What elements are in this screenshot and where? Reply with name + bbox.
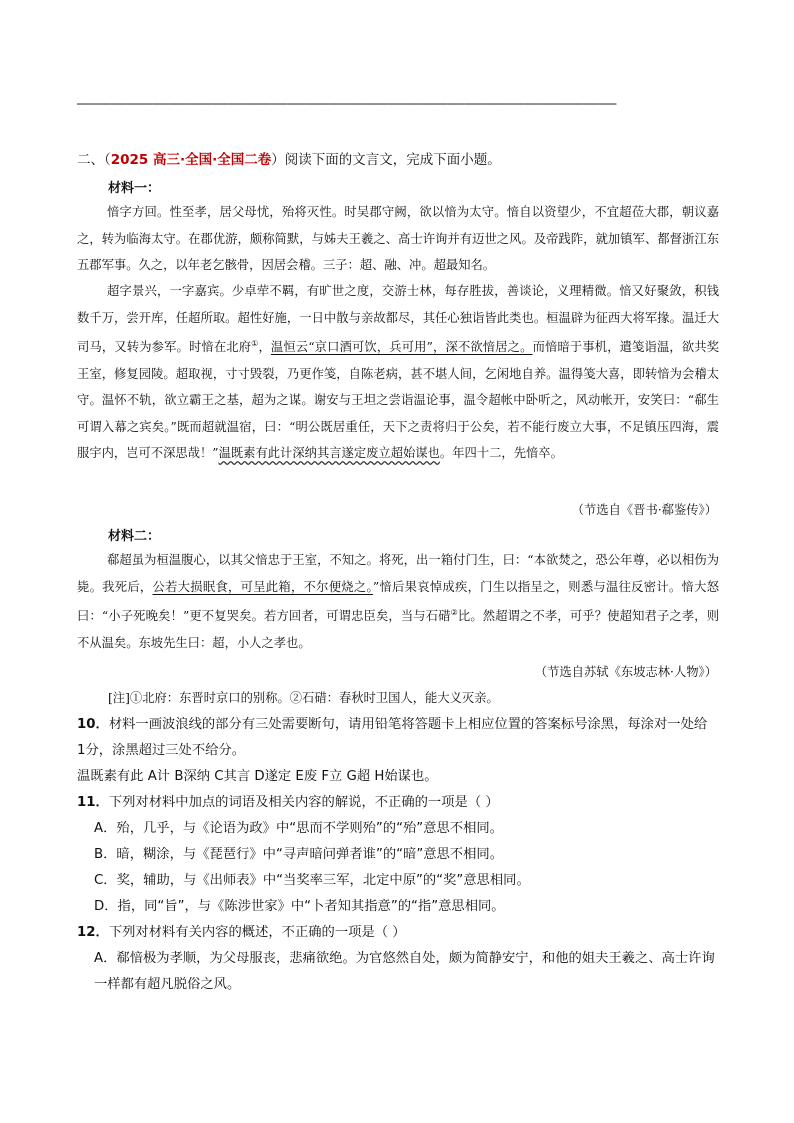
section-source: 2025 高三·全国·全国二卷 <box>110 152 272 168</box>
section-heading <box>77 148 501 168</box>
footnote-mark-2: ② <box>450 608 458 617</box>
m2-part-c: 比。然超谓之不孝，可乎？使超知君子之孝，则不从温矣。东坡先生曰：超，小人之孝也。 <box>77 609 719 650</box>
wavy-underlined-sentence: 温既素有此计深纳其言遂定废立超始谋也 <box>218 446 440 461</box>
underlined-sentence-2: 公若大损眠食，可呈此箱，不尔便烧之。 <box>152 579 373 594</box>
top-divider: ———————————————————————————————————————————————————————————————— <box>77 96 617 112</box>
m2-part-b: ”愔后果哀悼成疾，门生以指呈之，则悉与温往反密计。愔大怒曰：“小子死晚矣！”更不复哭矣。若方回者，可谓忠臣矣，当与石碏 <box>77 579 719 624</box>
question-10 <box>77 712 719 764</box>
material1-paragraph2 <box>77 278 719 467</box>
question-11 <box>77 790 719 816</box>
question-11-option-d: D．指，同“旨”，与《陈涉世家》中“卜者知其指意”的“指”意思相同。 <box>94 899 505 914</box>
material1-paragraph1: 愔字方回。性至孝，居父母忧，殆将灭性。时吴郡守阙，欲以愔为太守。愔自以资望少，不宜超莅大郡，朝议嘉之，转为临海太守。在郡优游，颇称简默，与姊夫王羲之、高士许询并有迈世之风。及帝践阼，就加镇军、都督浙江东五郡军事。久之，以年老乞骸骨，因居会稽。三子：超、融、冲。超最知名。 <box>77 205 719 272</box>
question-11-text: 下列对材料中加点的词语及相关内容的解说，不正确的一项是（ ） <box>108 795 499 810</box>
question-10-options: 温既素有此 A计 B深纳 C其言 D遂定 E废 F立 G超 H始谋也。 <box>77 769 438 784</box>
underlined-sentence-1: 温恒云“京口酒可饮，兵可用”，深不欲愔居之。 <box>270 340 533 355</box>
question-10-text: 材料一画波浪线的部分有三处需要断句，请用铅笔将答题卡上相应位置的答案标号涂黑，每涂对一处给 1分，涂黑超过三处不给分。 <box>77 717 708 758</box>
question-12 <box>77 920 719 946</box>
question-11-option-c: C．奖，辅助，与《出师表》中“当奖率三军，北定中原”的“奖”意思相同。 <box>94 873 530 888</box>
section-prefix: 二、（ <box>77 152 111 168</box>
material1-citation: （节选自《晋书·郗鉴传》） <box>571 503 717 517</box>
p2-part-c: 而愔暗于事机，遣笺诣温，欲共奖王室，修复园陵。超取视，寸寸毁裂，乃更作笺，自陈老病，甚不堪人间，乞闲地自养。温得笺大喜，即转愔为会稽太守。温怀不轨，欲立霸王之基，超为之谋。谢安与王坦之尝诣温论事，温令超帐中卧听之，风动帐开，安笑曰：“郗生可谓入幕之宾矣。”既而超就温宿，曰：“明公既居重任，天下之责将归于公矣，若不能行废立大事，不足镇压四海，震服宇内，岂可不深思哉！” <box>77 340 719 461</box>
material2-paragraph <box>77 547 719 656</box>
p2-part-b: ， <box>258 340 271 355</box>
material2-heading: 材料二： <box>108 529 161 544</box>
question-10-number: 10． <box>77 717 109 732</box>
p2-part-d: 。年四十二，先愔卒。 <box>439 446 563 461</box>
m2-part-a: 郗超虽为桓温腹心，以其父愔忠于王室，不知之。将死，出一箱付门生，曰：“本欲焚之，恐公年尊，必以相伤为毙。我死后， <box>77 553 719 594</box>
p2-part-a: 超字景兴，一字嘉宾。少卓荦不羁，有旷世之度，交游士林，每存胜拔，善谈论，义理精微。愔又好聚敛，积钱数千万，尝开库，任超所取。超性好施，一日中散与亲故都尽，其任心独诣皆此类也。桓温辟为征西大将军掾。温迁大司马，又转为参军。时愔在北府 <box>77 284 719 355</box>
material1-heading: 材料一： <box>108 181 161 196</box>
question-11-option-b: B．暗，糊涂，与《琵琶行》中“寻声暗问弹者谁”的“暗”意思不相同。 <box>94 847 503 862</box>
footnote-mark-1: ① <box>251 339 259 348</box>
material2-citation: （节选自苏轼《东坡志林·人物》） <box>534 665 717 679</box>
section-suffix: ）阅读下面的文言文，完成下面小题。 <box>271 152 501 168</box>
question-12-option-a: A．郗愔极为孝顺，为父母服丧，悲痛欲绝。为官悠然自处，颇为简静安宁，和他的姐夫王羲之、高士许询一样都有超凡脱俗之风。 <box>94 951 715 992</box>
question-11-option-a: A．殆，几乎，与《论语为政》中“思而不学则殆”的“殆”意思不相同。 <box>94 821 503 836</box>
question-12-number: 12． <box>77 925 109 940</box>
question-12-text: 下列对材料有关内容的概述，不正确的一项是（ ） <box>108 925 406 940</box>
question-11-number: 11． <box>77 795 109 810</box>
annotation-note: [注]①北府：东晋时京口的别称。②石碏：春秋时卫国人，能大义灭亲。 <box>108 691 499 705</box>
